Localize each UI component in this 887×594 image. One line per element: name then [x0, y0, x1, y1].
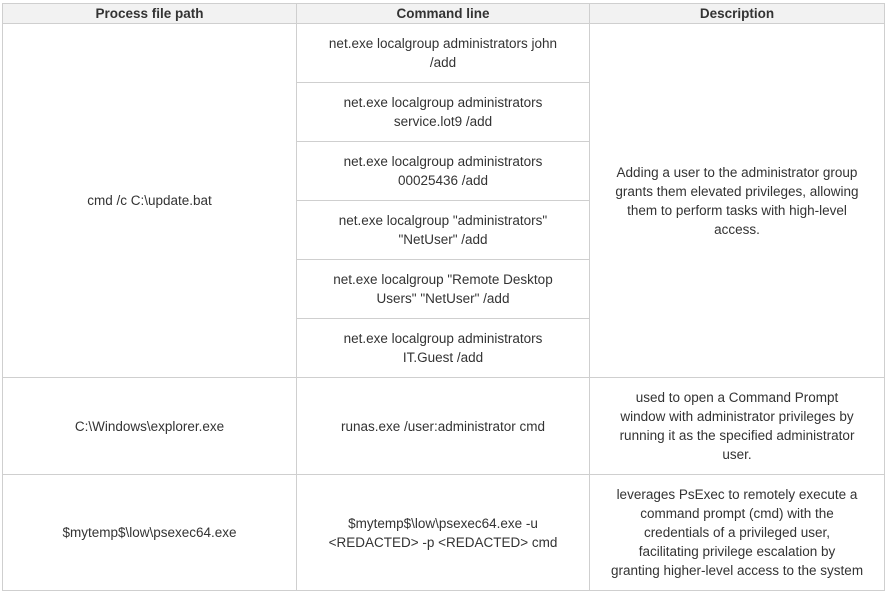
command-line-cell: net.exe localgroup administrators john /add — [297, 24, 590, 83]
description-cell: used to open a Command Prompt window with administrator privileges by running it as the specified administrator user. — [590, 378, 885, 475]
command-line-cell: net.exe localgroup administrators 00025436 /add — [297, 142, 590, 201]
table-row — [3, 475, 885, 591]
command-line-cell: net.exe localgroup "Remote Desktop Users" "NetUser" /add — [297, 260, 590, 319]
header-row — [3, 4, 885, 24]
description-cell: Adding a user to the administrator group grants them elevated privileges, allowing them to perform tasks with high-level access. — [590, 24, 885, 378]
command-line-cell: $mytemp$\low\psexec64.exe -u <REDACTED> -p <REDACTED> cmd — [297, 475, 590, 591]
table-row — [3, 24, 885, 83]
process-path-cell: C:\Windows\explorer.exe — [3, 378, 297, 475]
process-table — [2, 3, 885, 591]
process-path-cell: cmd /c C:\update.bat — [3, 24, 297, 378]
command-line-cell: runas.exe /user:administrator cmd — [297, 378, 590, 475]
description-cell: leverages PsExec to remotely execute a command prompt (cmd) with the credentials of a privileged user, facilitating privilege escalation by granting higher-level access to the system — [590, 475, 885, 591]
command-line-cell: net.exe localgroup administrators IT.Guest /add — [297, 319, 590, 378]
command-line-cell: net.exe localgroup administrators service.lot9 /add — [297, 83, 590, 142]
header-process-file-path: Process file path — [3, 4, 297, 24]
command-line-cell: net.exe localgroup "administrators" "NetUser" /add — [297, 201, 590, 260]
process-path-cell: $mytemp$\low\psexec64.exe — [3, 475, 297, 591]
header-command-line: Command line — [297, 4, 590, 24]
table-row — [3, 378, 885, 475]
header-description: Description — [590, 4, 885, 24]
